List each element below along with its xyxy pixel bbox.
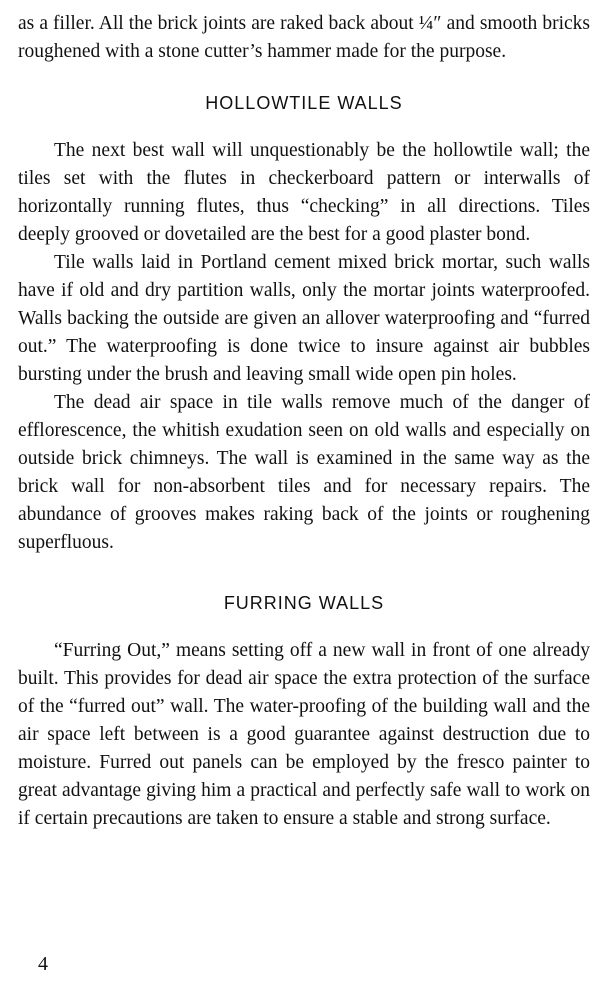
page-number: 4 (38, 953, 48, 975)
furring-paragraph-1: “Furring Out,” means setting off a new wall in front of one already built. This provides for dead air space the extra protection of the surface of the “furred out” wall. The water-proofing of the building wall and the air space left between is a good guarantee against destruction due to moisture. Furred out panels can be employed by the fresco painter to great advantage giving him a practical and perfectly safe wall to work on if certain precautions are taken to ensure a stable and strong surface. (18, 640, 590, 829)
hollowtile-paragraph-1: The next best wall will unquestionably be the hollowtile wall; the tiles set with the flutes in checkerboard pattern or interwalls of horizontally running flutes, thus “checking” in all directions. Tiles deeply grooved or dovetailed are the best for a good plaster bond. (18, 140, 590, 245)
hollowtile-walls-heading: HOLLOWTILE WALLS (205, 93, 403, 113)
hollowtile-paragraph-2: Tile walls laid in Portland cement mixed brick mortar, such walls have if old and dry partition walls, only the mortar joints waterproofed. Walls backing the outside are given an allover waterproofing and “furred out.” The waterproofing is done twice to insure against air bubbles bursting under the brush and leaving small wide open pin holes. (18, 252, 590, 385)
hollowtile-paragraph-3: The dead air space in tile walls remove much of the danger of efflorescence, the whitish exudation seen on old walls and especially on outside brick chimneys. The wall is examined in the same way as the brick wall for non-absorbent tiles and for necessary repairs. The abundance of grooves makes raking back of the joints or roughening superfluous. (18, 392, 590, 553)
book-page (18, 10, 590, 833)
furring-walls-heading: FURRING WALLS (223, 593, 385, 613)
intro-paragraph: as a filler. All the brick joints are raked back about ¼″ and smooth bricks roughened with a stone cutter’s hammer made for the purpose. (18, 13, 590, 62)
